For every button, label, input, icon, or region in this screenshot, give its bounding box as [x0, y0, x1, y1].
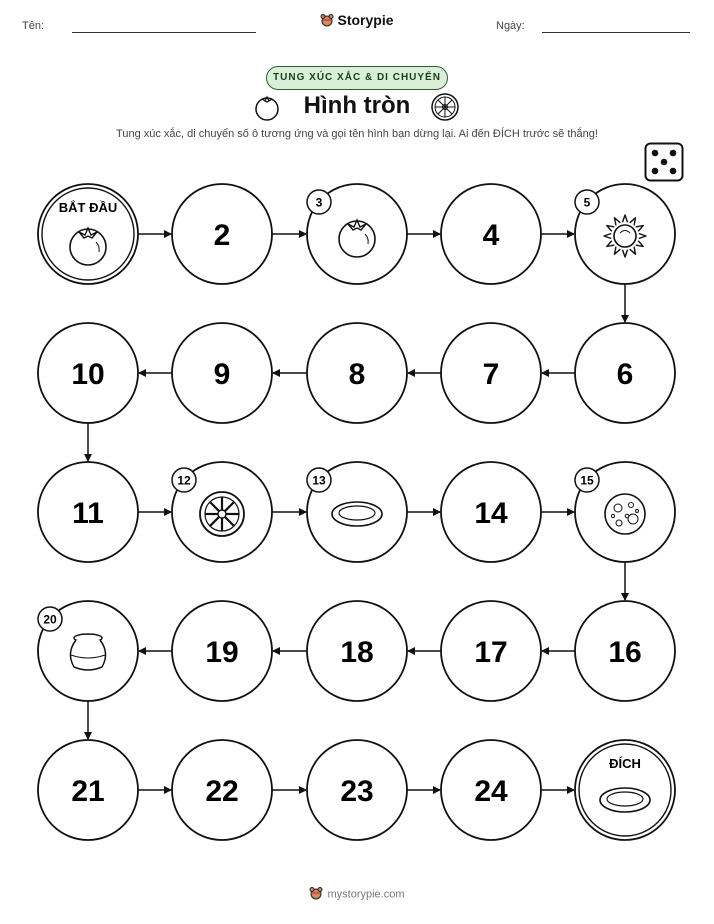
- name-label: Tên:: [22, 20, 45, 32]
- cell-number: 22: [205, 775, 239, 808]
- small-number: 5: [583, 195, 591, 210]
- activity-badge: TUNG XÚC XẮC & DI CHUYỂN: [266, 66, 448, 90]
- board-cell-19[interactable]: [172, 601, 272, 701]
- board-cell-22[interactable]: [172, 740, 272, 840]
- cell-number: 21: [71, 775, 105, 808]
- cell-number: 11: [72, 497, 104, 530]
- board-cells: [38, 184, 675, 840]
- board-cell-6[interactable]: [575, 323, 675, 423]
- board-cell-2[interactable]: [172, 184, 272, 284]
- board-cell-11[interactable]: [38, 462, 138, 562]
- cell-number: 24: [474, 775, 508, 808]
- board-cell-7[interactable]: [441, 323, 541, 423]
- board-cell-20[interactable]: [38, 601, 138, 701]
- board-cell-23[interactable]: [307, 740, 407, 840]
- start-cell[interactable]: [38, 184, 138, 284]
- cell-number: 2: [213, 219, 231, 252]
- board-cell-21[interactable]: [38, 740, 138, 840]
- cell-number: 7: [482, 358, 500, 391]
- board-cell-14[interactable]: [441, 462, 541, 562]
- footer-url: mystorypie.com: [327, 888, 405, 901]
- small-number: 3: [315, 195, 323, 210]
- page-title: Hình tròn: [303, 92, 411, 119]
- cell-number: 8: [348, 358, 366, 391]
- cell-number: 10: [71, 358, 105, 391]
- start-label: BẮT ĐẦU: [58, 200, 118, 215]
- finish-cell[interactable]: [575, 740, 675, 840]
- board-cell-18[interactable]: [307, 601, 407, 701]
- cell-number: 4: [482, 219, 500, 252]
- board-cell-15[interactable]: [575, 462, 675, 562]
- cell-number: 16: [608, 636, 642, 669]
- bear-icon: [309, 886, 323, 903]
- brand-name: Storypie: [337, 12, 394, 28]
- pot-icon: [70, 634, 105, 670]
- board-cell-16[interactable]: [575, 601, 675, 701]
- moon-icon: [605, 494, 645, 534]
- footer: [0, 886, 714, 903]
- cell-number: 17: [474, 636, 508, 669]
- cell-number: 18: [340, 636, 374, 669]
- board-cell-8[interactable]: [307, 323, 407, 423]
- cell-number: 9: [213, 358, 231, 391]
- tomato-icon: [70, 228, 106, 265]
- cell-number: 6: [616, 358, 634, 391]
- tomato-icon: [339, 220, 375, 257]
- cell-number: 19: [205, 636, 239, 669]
- board-cell-17[interactable]: [441, 601, 541, 701]
- instructions: Tung xúc xắc, di chuyển số ô tương ứng và gọi tên hình bạn dừng lại. Ai đến ĐÍCH trước sẽ thắng!: [116, 128, 598, 140]
- board-cell-9[interactable]: [172, 323, 272, 423]
- wheel-icon: [200, 492, 244, 536]
- small-number: 13: [312, 473, 326, 488]
- cell-number: 23: [340, 775, 374, 808]
- small-number: 15: [580, 473, 594, 488]
- plate-icon: [600, 788, 650, 812]
- board-cell-24[interactable]: [441, 740, 541, 840]
- finish-label: ĐÍCH: [609, 756, 641, 771]
- small-number: 12: [177, 473, 191, 488]
- cell-number: 14: [474, 497, 508, 530]
- plate-icon: [332, 502, 382, 526]
- small-number: 20: [43, 612, 57, 627]
- board-cell-3[interactable]: [307, 184, 407, 284]
- board-cell-10[interactable]: [38, 323, 138, 423]
- board-cell-5[interactable]: [575, 184, 675, 284]
- board-cell-4[interactable]: [441, 184, 541, 284]
- board-cell-13[interactable]: [307, 462, 407, 562]
- board-cell-12[interactable]: [172, 462, 272, 562]
- date-label: Ngày:: [496, 20, 525, 32]
